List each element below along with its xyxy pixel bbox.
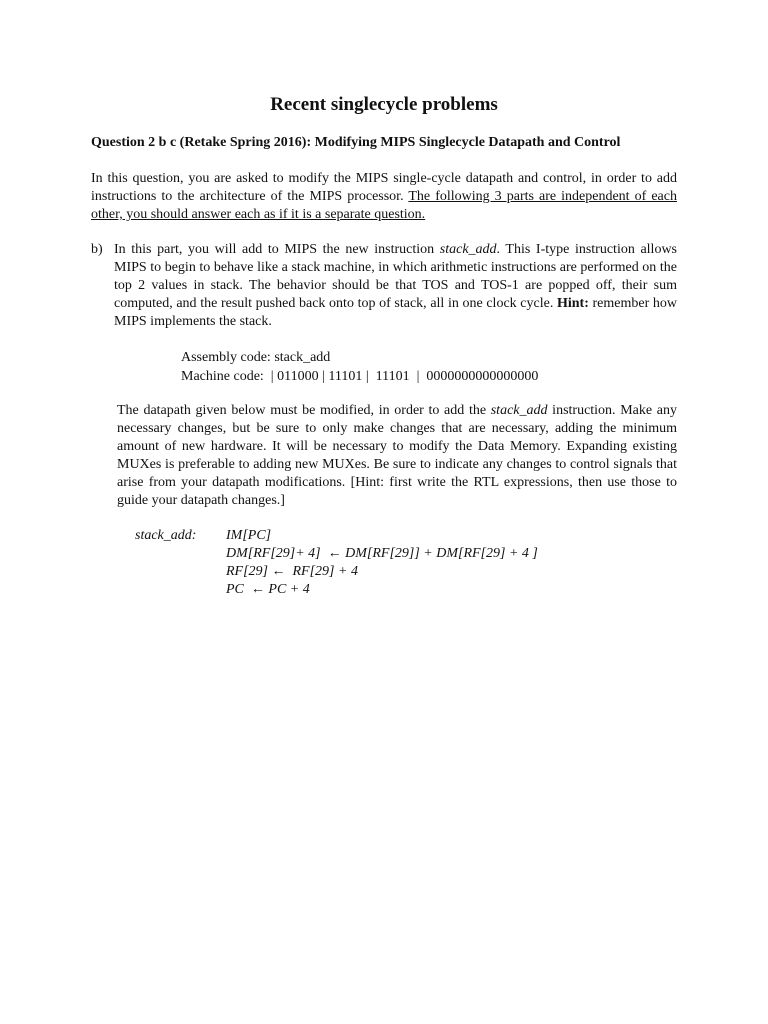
rtl-line: IM[PC] (226, 528, 272, 543)
part-b-instruction-name: stack_add (439, 242, 497, 257)
hint-label: Hint: (556, 296, 589, 311)
datapath-text-2: instruction. Make any necessary changes, but be sure to only make changes that are necessary, adding the minimum amount of new hardware. It will be necessary to modify the Data Memory. Expanding existing MUXes is preferable to adding new MUXes. Be sure to indicate any changes to control signals that arise from your datapath modifications. [Hint: first write the RTL expressions, then use those to guide your datapath changes.] (117, 403, 677, 508)
rtl-line: DM[RF[29]+ 4] ← DM[RF[29]] + DM[RF[29] + 4 ] (226, 546, 538, 561)
part-b-text-2: . This I-type instruction allows MIPS to begin to behave like a stack machine, in which arithmetic instructions are performed on the top 2 values in stack. The behavior should be that TOS and TOS-1 are popped off, their sum computed, and the result pushed back onto top of stack, all in one clock cycle. (114, 242, 678, 311)
rtl-label: stack_add: (135, 528, 197, 543)
part-b-text-1: In this part, you will add to MIPS the new instruction (114, 242, 440, 257)
hint-text: remember how MIPS implements the stack. (114, 296, 677, 329)
part-b-label: b) (91, 242, 103, 257)
intro-underlined-text: The following 3 parts are independent of each other, you should answer each as if it is a separate question. (91, 189, 677, 222)
page-title: Recent singlecycle problems (270, 94, 498, 115)
machine-code: Machine code: | 011000 | 11101 | 11101 | 0000000000000000 (181, 369, 539, 384)
datapath-paragraph (117, 402, 677, 510)
rtl-line: PC ← PC + 4 (226, 582, 310, 597)
part-b-paragraph (114, 241, 677, 331)
datapath-instruction-name: stack_add (490, 403, 548, 418)
datapath-text-1: The datapath given below must be modified, in order to add the (117, 403, 491, 418)
assembly-code: Assembly code: stack_add (181, 350, 331, 365)
intro-text: In this question, you are asked to modify the MIPS single-cycle datapath and control, in order to add instructions to the architecture of the MIPS processor. (91, 171, 677, 204)
code-block (181, 348, 538, 386)
intro-paragraph (91, 170, 677, 224)
rtl-line: RF[29] ← RF[29] + 4 (226, 564, 358, 579)
question-heading: Question 2 b c (Retake Spring 2016): Modifying MIPS Singlecycle Datapath and Control (91, 135, 621, 150)
